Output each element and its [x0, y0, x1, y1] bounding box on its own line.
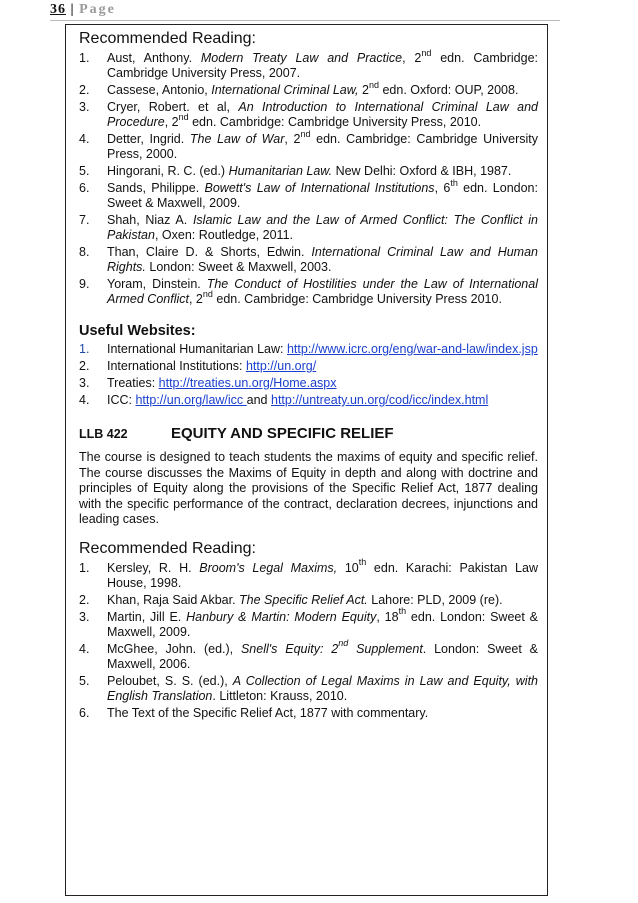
- item-number: 4.: [79, 641, 90, 656]
- reading-item: [79, 557, 538, 591]
- citation-text: edn. Cambridge: Cambridge University Press 2010.: [212, 292, 502, 306]
- superscript: th: [398, 606, 407, 617]
- website-item: [79, 393, 538, 408]
- course-code: LLB 422: [79, 427, 128, 441]
- title-text: Hanbury & Martin: Modern Equity: [186, 609, 377, 624]
- superscript: th: [450, 177, 458, 188]
- reading-item: [79, 606, 538, 640]
- citation-text: . London: Sweet & Maxwell, 2006.: [107, 641, 539, 671]
- course-title: EQUITY AND SPECIFIC RELIEF: [171, 425, 394, 442]
- item-number: 4.: [79, 393, 90, 407]
- course-heading: [79, 426, 538, 442]
- title-text: A Collection of Legal Maxims in Law and Equity, with English Translation: [107, 673, 538, 703]
- citation-text: , 18: [376, 609, 399, 624]
- citation-text: New Delhi: Oxford & IBH, 1987.: [332, 164, 512, 178]
- reading-list-2: [79, 557, 539, 721]
- superscript: th: [358, 557, 367, 568]
- title-text: The Specific Relief Act.: [239, 592, 368, 607]
- reading-item: [79, 277, 538, 307]
- header-rule: [50, 20, 560, 21]
- item-number: 5.: [79, 673, 90, 688]
- reading-item: [79, 245, 538, 275]
- citation-text: Peloubet, S. S. (ed.),: [107, 673, 233, 688]
- reading-item: [79, 164, 538, 179]
- title-text: Humanitarian Law.: [228, 164, 333, 178]
- citation-text: McGhee, John. (ed.),: [107, 641, 241, 656]
- title-text: Snell's Equity: 2: [240, 641, 339, 656]
- reading-list: [79, 47, 538, 307]
- website-list: [79, 342, 538, 408]
- superscript: nd: [178, 111, 189, 122]
- citation-text: , 2: [188, 292, 203, 306]
- superscript: nd: [368, 79, 379, 90]
- website-link[interactable]: http://untreaty.un.org/cod/icc/index.html: [271, 393, 489, 407]
- citation-text: Cassese, Antonio,: [107, 83, 212, 97]
- citation-text: 2: [358, 83, 369, 97]
- reading-item: [79, 177, 538, 211]
- title-text: Supplement: [348, 641, 423, 656]
- citation-text: Yoram, Dinstein.: [107, 277, 207, 291]
- citation-text: International Humanitarian Law:: [107, 342, 287, 356]
- reading-item: [79, 638, 539, 672]
- reading-item: [79, 128, 538, 162]
- website-item: [79, 359, 538, 374]
- item-number: 2.: [79, 83, 90, 97]
- superscript: nd: [202, 288, 213, 299]
- citation-text: Lahore: PLD, 2009 (re).: [367, 592, 503, 607]
- item-number: 1.: [79, 560, 90, 575]
- citation-text: ICC:: [107, 393, 136, 407]
- website-item: [79, 342, 538, 357]
- reading-item: [79, 593, 538, 608]
- citation-text: edn. London: Sweet & Maxwell, 2009.: [107, 609, 538, 639]
- item-number: 7.: [79, 213, 90, 227]
- title-text: An Introduction to International Criminal Law and Procedure: [107, 100, 538, 129]
- website-link[interactable]: http://un.org/: [245, 359, 317, 373]
- title-text: Bowett's Law of International Institutions: [204, 181, 435, 195]
- citation-text: Hingorani, R. C. (ed.): [107, 164, 229, 178]
- citation-text: , Oxen: Routledge, 2011.: [154, 228, 294, 242]
- citation-text: edn. Karachi: Pakistan Law House, 1998.: [107, 560, 538, 590]
- title-text: International Criminal Law,: [211, 83, 359, 97]
- page-number: 36: [50, 2, 66, 17]
- reading-item: [79, 213, 538, 243]
- title-text: International Criminal Law and Human Rights.: [107, 245, 538, 274]
- title-text: The Law of War: [189, 132, 285, 146]
- citation-text: International Institutions:: [107, 359, 246, 373]
- citation-text: edn. Cambridge: Cambridge University Press, 2000.: [107, 132, 538, 161]
- citation-text: 10: [337, 560, 359, 575]
- reading-item: [79, 706, 538, 721]
- page-label: Page: [79, 2, 116, 17]
- item-number: 2.: [79, 592, 90, 607]
- citation-text: , 2: [284, 132, 301, 146]
- website-link[interactable]: http://www.icrc.org/eng/war-and-law/index.jsp: [286, 342, 538, 356]
- website-link[interactable]: http://un.org/law/icc: [135, 393, 247, 407]
- citation-text: Treaties:: [107, 376, 159, 390]
- superscript: nd: [421, 47, 432, 58]
- superscript: nd: [300, 128, 311, 139]
- useful-websites-heading: Useful Websites:: [79, 323, 196, 339]
- citation-text: Than, Claire D. & Shorts, Edwin.: [107, 245, 312, 259]
- citation-text: Kersley, R. H.: [107, 560, 200, 575]
- website-link[interactable]: http://treaties.un.org/Home.aspx: [158, 376, 337, 390]
- title-text: The Conduct of Hostilities under the Law of International Armed Conflict: [107, 277, 538, 306]
- page-content: [79, 29, 538, 723]
- page-header: [50, 2, 116, 18]
- item-number: 1.: [79, 51, 90, 65]
- recommended-reading-heading: Recommended Reading:: [79, 30, 256, 47]
- recommended-reading-heading-2: Recommended Reading:: [79, 539, 256, 557]
- citation-text: Khan, Raja Said Akbar.: [107, 592, 240, 607]
- item-number: 3.: [79, 100, 90, 114]
- superscript: nd: [338, 638, 349, 649]
- citation-text: edn. Cambridge: Cambridge University Press, 2007.: [107, 51, 538, 80]
- item-number: 5.: [79, 164, 90, 178]
- reading-item: [79, 100, 538, 130]
- item-number: 3.: [79, 609, 90, 624]
- course-description: The course is designed to teach students the maxims of equity and specific relief. The course discusses the Maxims of Equity in depth and along with doctrine and principles of Equity along the provisions of the Specific Relief Act, 1877 dealing with the specific performance of the contract, declaration decrees, injunctions and leading cases.: [79, 450, 538, 526]
- citation-text: edn. London: Sweet & Maxwell, 2009.: [107, 181, 538, 210]
- item-number: 6.: [79, 181, 90, 195]
- citation-text: edn. Cambridge: Cambridge University Press, 2010.: [188, 115, 482, 129]
- item-number: 1.: [79, 342, 90, 356]
- item-number: 4.: [79, 132, 90, 146]
- citation-text: , 2: [164, 115, 179, 129]
- citation-text: Cryer, Robert. et al,: [107, 100, 239, 114]
- citation-text: . Littleton: Krauss, 2010.: [212, 688, 348, 703]
- citation-text: , 6: [434, 181, 451, 195]
- citation-text: The Text of the Specific Relief Act, 1877 with commentary.: [107, 705, 429, 720]
- citation-text: Sands, Philippe.: [107, 181, 205, 195]
- title-text: Islamic Law and the Law of Armed Conflict: The Conflict in Pakistan: [107, 213, 538, 242]
- item-number: 9.: [79, 277, 90, 291]
- citation-text: Aust, Anthony.: [107, 51, 201, 65]
- reading-item: [79, 79, 538, 98]
- reading-item: [79, 47, 538, 81]
- item-number: 2.: [79, 359, 90, 373]
- title-text: Modern Treaty Law and Practice: [200, 51, 403, 65]
- reading-item: [79, 674, 538, 704]
- page-separator: |: [70, 2, 75, 17]
- citation-text: edn. Oxford: OUP, 2008.: [378, 83, 519, 97]
- title-text: Broom's Legal Maxims,: [199, 560, 338, 575]
- item-number: 6.: [79, 705, 90, 720]
- citation-text: , 2: [402, 51, 422, 65]
- citation-text: and: [246, 393, 271, 407]
- citation-text: London: Sweet & Maxwell, 2003.: [145, 260, 332, 274]
- item-number: 3.: [79, 376, 90, 390]
- website-item: [79, 376, 538, 391]
- citation-text: Shah, Niaz A.: [107, 213, 193, 227]
- citation-text: Martin, Jill E.: [107, 609, 187, 624]
- citation-text: Detter, Ingrid.: [107, 132, 190, 146]
- item-number: 8.: [79, 245, 90, 259]
